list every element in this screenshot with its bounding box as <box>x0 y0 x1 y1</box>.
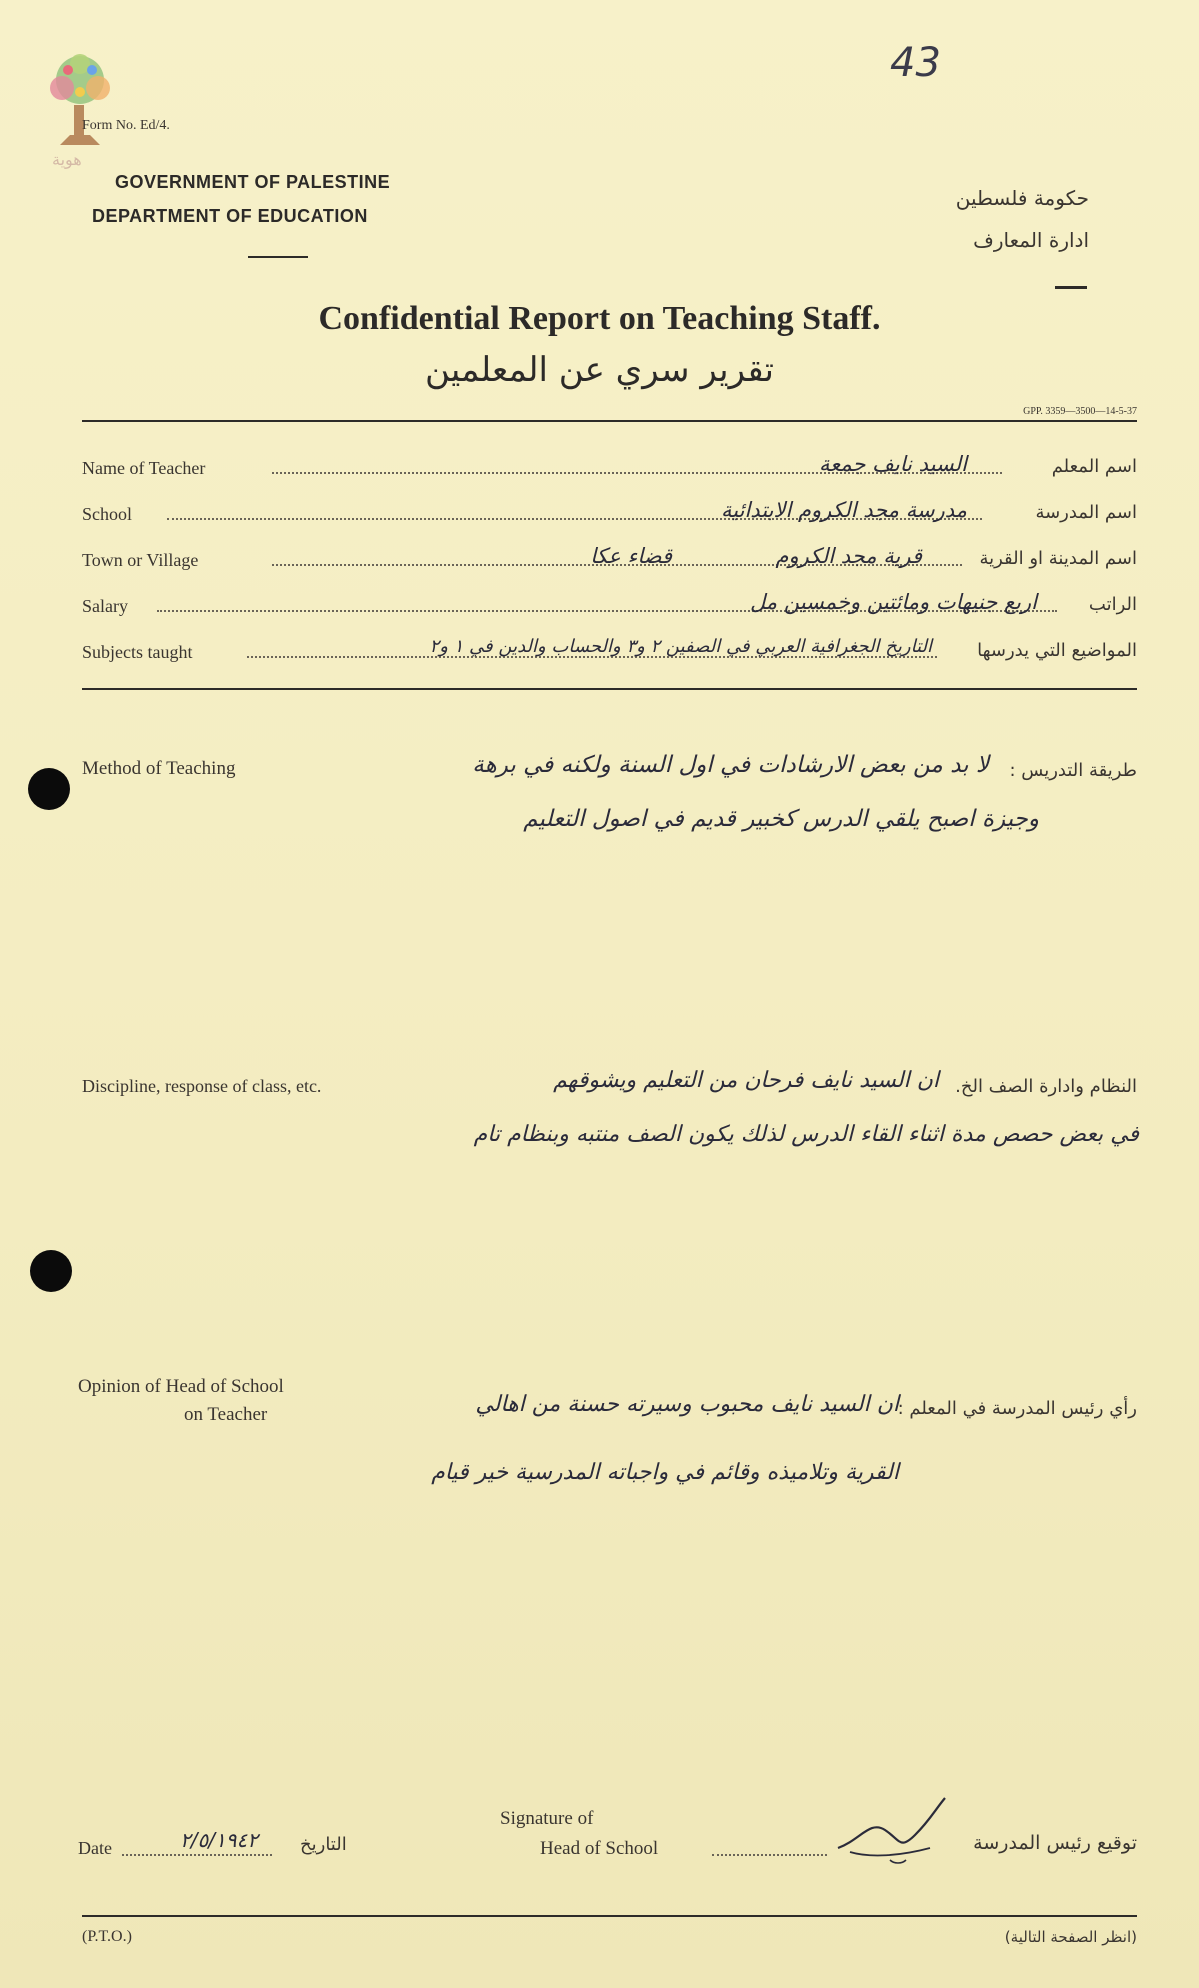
salary-value: اربع جنيهات ومائتين وخمسين مل <box>750 590 1037 614</box>
department-heading-ar: ادارة المعارف <box>973 228 1089 252</box>
report-title-ar: تقرير سري عن المعلمين <box>424 350 774 390</box>
header-dash-right <box>1055 286 1087 289</box>
label-town-or-village: Town or Village <box>82 550 199 570</box>
opinion-text-line-2: القرية وتلاميذه وقائم في واجباته المدرسية خير قيام <box>431 1460 899 1485</box>
date-dotted-line <box>122 1854 272 1856</box>
town-district-value: قضاء عكا <box>590 544 672 568</box>
method-text-line-2: وجيزة اصبح يلقي الدرس كخبير قديم في اصول التعليم <box>523 806 1039 832</box>
field-name-of-teacher <box>82 450 1137 486</box>
pto-label: (P.T.O.) <box>82 1928 132 1945</box>
label-subjects-taught-ar: المواضيع التي يدرسها <box>977 640 1137 661</box>
footer-rule <box>82 1915 1137 1917</box>
label-opinion-head-of-school: Opinion of Head of School <box>78 1376 284 1397</box>
field-salary <box>82 588 1137 624</box>
punch-hole <box>30 1250 72 1292</box>
label-school: School <box>82 504 133 524</box>
government-heading: GOVERNMENT OF PALESTINE <box>115 172 391 192</box>
label-school-ar: اسم المدرسة <box>1035 502 1137 523</box>
label-subjects-taught: Subjects taught <box>82 642 193 662</box>
subjects-value: التاريخ الجغرافية العربي في الصفين ٢ و٣ والحساب والدين في ١ و٢ <box>429 636 932 657</box>
page-number: 43 <box>890 40 941 86</box>
pto-label-ar: (انظر الصفحة التالية) <box>1004 1928 1137 1946</box>
field-subjects-taught <box>82 634 1137 670</box>
top-rule <box>82 420 1137 422</box>
gpp-code: GPP. 3359—3500—14-5-37 <box>1023 406 1137 417</box>
label-date: Date <box>78 1838 112 1858</box>
date-value: ٢/٥/١٩٤٢ <box>180 1828 258 1852</box>
label-name-of-teacher: Name of Teacher <box>82 458 206 478</box>
field-town-or-village <box>82 542 1137 578</box>
label-opinion-ar: رأي رئيس المدرسة في المعلم : <box>897 1398 1137 1419</box>
label-signature-ar: توقيع رئيس المدرسة <box>973 1832 1137 1854</box>
government-heading-ar: حكومة فلسطين <box>955 186 1089 210</box>
header-dash-left <box>248 256 308 258</box>
punch-hole <box>28 768 70 810</box>
school-value: مدرسة مجد الكروم الابتدائية <box>721 498 967 522</box>
label-method-of-teaching: Method of Teaching <box>82 758 236 779</box>
label-salary: Salary <box>82 596 128 616</box>
signature-scribble <box>830 1790 950 1870</box>
teacher-name-value: السيد نايف جمعة <box>818 452 967 476</box>
method-text-line-1: لا بد من بعض الارشادات في اول السنة ولكنه في برهة <box>472 752 989 778</box>
discipline-text-line-1: ان السيد نايف فرحان من التعليم ويشوقهم <box>553 1068 939 1093</box>
label-head-of-school: Head of School <box>540 1838 659 1859</box>
department-heading: DEPARTMENT OF EDUCATION <box>92 206 368 226</box>
label-name-of-teacher-ar: اسم المعلم <box>1051 456 1137 477</box>
label-salary-ar: الراتب <box>1088 594 1137 615</box>
tree-logo-icon <box>40 50 120 150</box>
report-title: Confidential Report on Teaching Staff. <box>318 300 881 337</box>
opinion-text-line-1: ان السيد نايف محبوب وسيرته حسنة من اهالي <box>475 1392 899 1417</box>
label-on-teacher: on Teacher <box>184 1404 268 1425</box>
label-method-of-teaching-ar: طريقة التدريس : <box>1009 760 1137 781</box>
label-date-ar: التاريخ <box>300 1834 347 1855</box>
signature-dotted-line <box>712 1854 827 1856</box>
label-discipline: Discipline, response of class, etc. <box>82 1076 322 1096</box>
field-school <box>82 496 1137 532</box>
form-number: Form No. Ed/4. <box>82 118 170 133</box>
label-discipline-ar: النظام وادارة الصف الخ. <box>955 1076 1137 1097</box>
town-value: قرية مجد الكروم <box>775 544 922 568</box>
label-town-or-village-ar: اسم المدينة او القرية <box>979 548 1137 569</box>
discipline-text-line-2: في بعض حصص مدة اثناء القاء الدرس لذلك يكون الصف منتبه وبنظام تام <box>473 1122 1139 1147</box>
fields-bottom-rule <box>82 688 1137 690</box>
label-signature-of: Signature of <box>500 1808 594 1829</box>
watermark-logo: هوية <box>52 150 82 169</box>
